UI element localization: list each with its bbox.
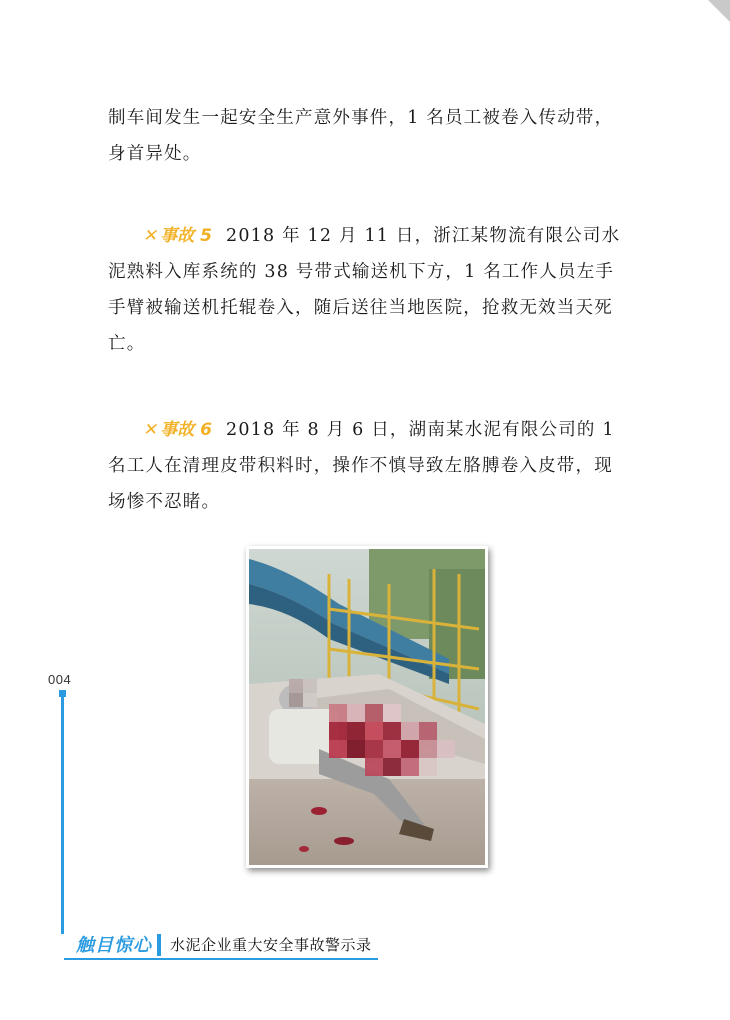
accident-6-body [108,412,628,520]
footer-underline [64,958,378,960]
page-corner-curl [708,0,730,22]
accident-6-tag-label: 事故 6 [160,420,212,440]
accident-scene-image [249,549,485,865]
side-decor-line [61,694,64,934]
accident-5-tag [141,218,212,254]
footer-brand-divider [157,934,161,956]
paragraph-accident-5 [108,218,628,362]
x-mark-icon: ✕ [141,420,161,440]
x-mark-icon: ✕ [141,226,161,246]
paragraph-accident-6 [108,412,628,520]
paragraph-continued-text: 制车间发生一起安全生产意外事件，1 名员工被卷入传动带，身首异处。 [108,108,614,164]
accident-5-body [108,218,628,362]
footer-book-title: 水泥企业重大安全事故警示录 [170,936,372,954]
page-number: 004 [48,672,72,687]
footer-brand: 触目惊心 [76,935,152,956]
accident-6-tag [141,412,212,448]
accident-6-text: 2018 年 8 月 6 日，湖南某水泥有限公司的 1 名工人在清理皮带积料时，操作不慎导致左胳膊卷入皮带，现场惨不忍睹。 [108,420,615,512]
paragraph-continued [108,100,628,172]
accident-5-tag-label: 事故 5 [160,226,212,246]
accident-scene-photo [246,546,488,868]
accident-5-text: 2018 年 12 月 11 日，浙江某物流有限公司水泥熟料入库系统的 38 号带式输送机下方，1 名工作人员左手手臂被输送机托辊卷入，随后送往当地医院，抢救无效当天死亡。 [108,226,621,354]
